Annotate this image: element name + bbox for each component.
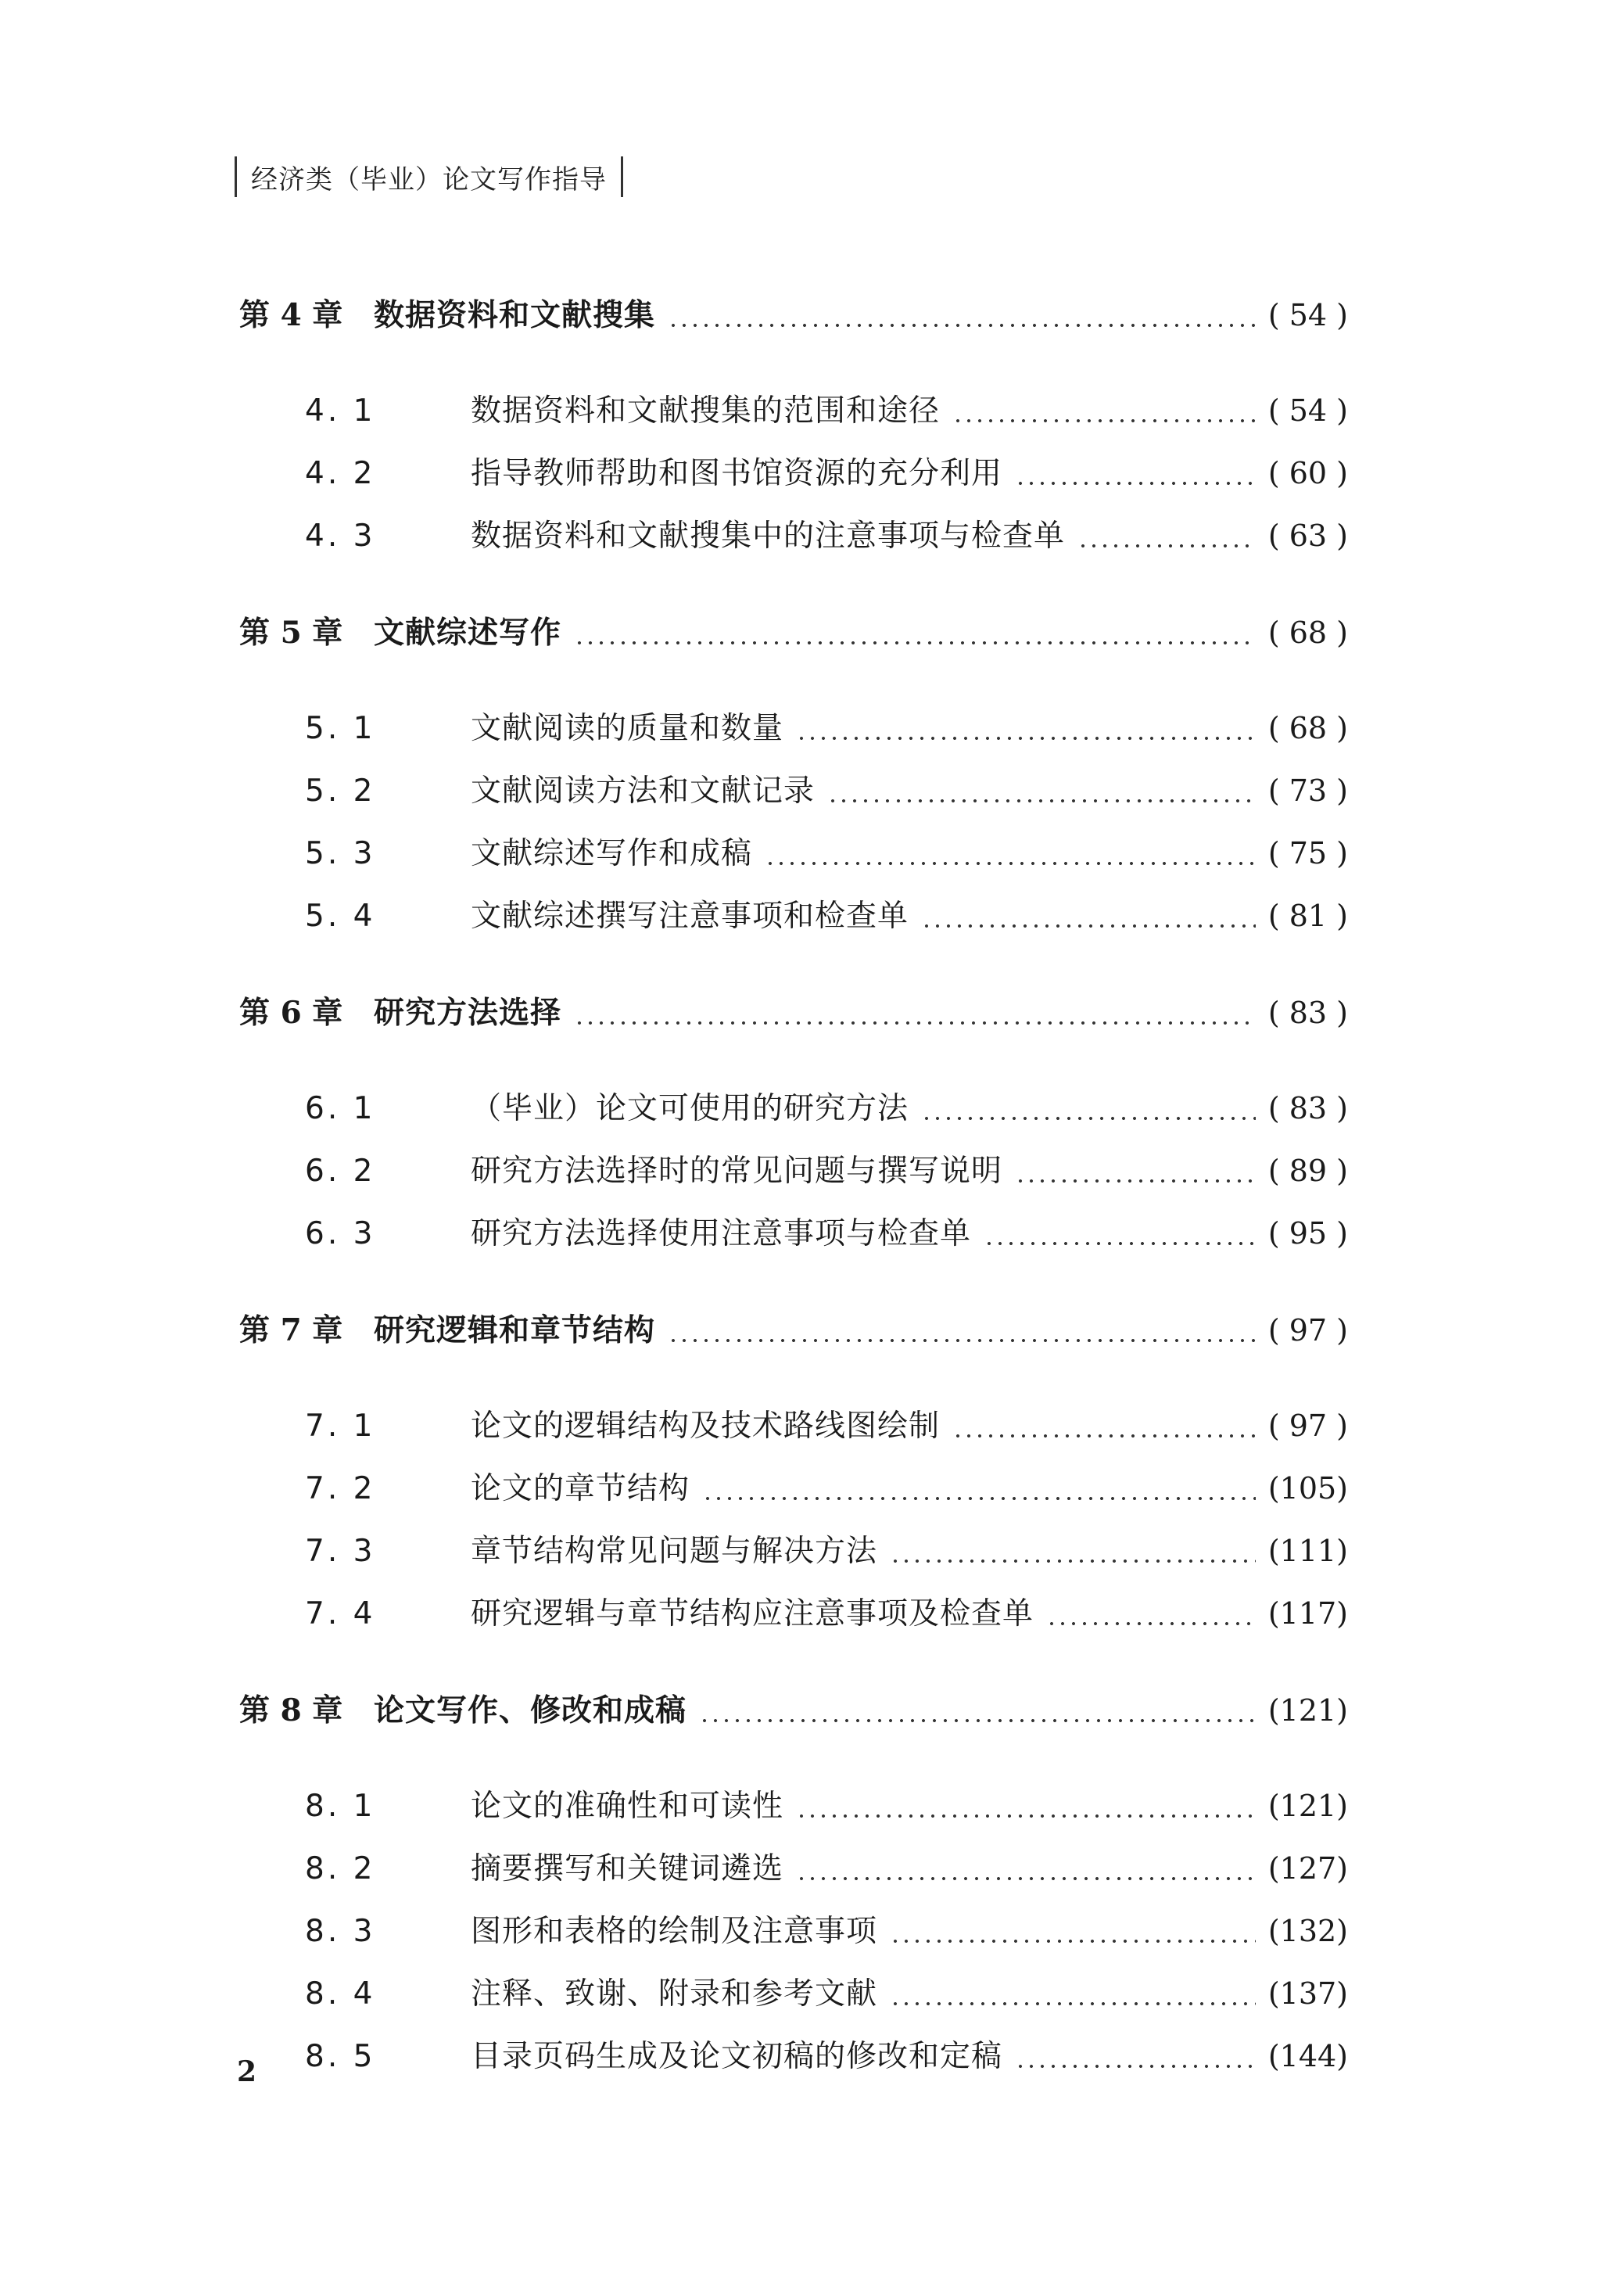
- section-title: 论文的逻辑结构及技术路线图绘制: [471, 1409, 941, 1444]
- toc-section-row: [239, 1844, 1348, 1907]
- page-reference: (132): [1267, 1914, 1348, 1948]
- page-number: 2: [237, 2055, 257, 2088]
- dot-leader: [699, 1717, 1256, 1724]
- section-number: 6. 3: [305, 1216, 376, 1251]
- toc-section-row: [239, 1402, 1348, 1464]
- dot-leader: [890, 1938, 1256, 1944]
- page-reference: ( 89 ): [1267, 1154, 1348, 1188]
- section-title: 论文的章节结构: [471, 1471, 690, 1506]
- dot-leader: [1015, 480, 1256, 486]
- dot-leader: [890, 1558, 1256, 1564]
- section-title: 指导教师帮助和图书馆资源的充分利用: [471, 456, 1003, 491]
- page-reference: (137): [1267, 1976, 1348, 2011]
- chapter-number: 第 4 章: [239, 297, 343, 333]
- section-title: 研究方法选择时的常见问题与撰写说明: [471, 1154, 1003, 1189]
- dot-leader: [952, 418, 1256, 424]
- dot-leader: [1015, 1178, 1256, 1184]
- chapter-title: 研究逻辑和章节结构: [374, 1313, 656, 1348]
- toc-section-row: [239, 2032, 1348, 2094]
- section-number: 8. 4: [305, 1976, 376, 2012]
- toc-section-row: [239, 1782, 1348, 1844]
- section-number: 5. 3: [305, 836, 376, 871]
- section-title: 数据资料和文献搜集的范围和途径: [471, 393, 941, 429]
- section-number: 5. 4: [305, 899, 376, 934]
- section-title: 注释、致谢、附录和参考文献: [471, 1976, 878, 2012]
- chapter-number: 第 8 章: [239, 1692, 343, 1728]
- toc-section-row: [239, 386, 1348, 449]
- section-title: 图形和表格的绘制及注意事项: [471, 1914, 878, 1949]
- page-reference: (105): [1267, 1471, 1348, 1506]
- chapter-title: 研究方法选择: [374, 996, 562, 1031]
- toc-section-row: [239, 1147, 1348, 1209]
- dot-leader: [796, 1813, 1256, 1819]
- section-number: 4. 1: [305, 393, 376, 429]
- dot-leader: [668, 322, 1256, 328]
- section-number: 7. 4: [305, 1596, 376, 1631]
- toc-section-row: [239, 1527, 1348, 1589]
- dot-leader: [827, 798, 1256, 804]
- chapter-number: 第 7 章: [239, 1312, 343, 1348]
- dot-leader: [574, 1020, 1256, 1026]
- section-title: 摘要撰写和关键词遴选: [471, 1851, 784, 1886]
- page-reference: ( 83 ): [1267, 1091, 1348, 1125]
- page-reference: ( 63 ): [1267, 519, 1348, 553]
- page-reference: ( 54 ): [1267, 393, 1348, 428]
- section-number: 7. 3: [305, 1534, 376, 1569]
- section-number: 4. 3: [305, 519, 376, 554]
- section-title: 论文的准确性和可读性: [471, 1789, 784, 1824]
- toc-section-row: [239, 1589, 1348, 1652]
- section-number: 7. 2: [305, 1471, 376, 1506]
- page-reference: ( 73 ): [1267, 773, 1348, 808]
- toc-chapter-row: [239, 291, 1348, 354]
- page-reference: ( 83 ): [1267, 996, 1348, 1030]
- chapter-title: 数据资料和文献搜集: [374, 298, 656, 333]
- page-reference: ( 97 ): [1267, 1313, 1348, 1348]
- toc-chapter-row: [239, 608, 1348, 671]
- toc-section-row: [239, 1969, 1348, 2032]
- page-reference: ( 81 ): [1267, 899, 1348, 933]
- chapter-number: 第 6 章: [239, 995, 343, 1031]
- dot-leader: [1046, 1621, 1256, 1627]
- toc-section-row: [239, 704, 1348, 766]
- page-reference: (111): [1267, 1534, 1348, 1568]
- section-number: 8. 3: [305, 1914, 376, 1949]
- page-reference: ( 60 ): [1267, 456, 1348, 490]
- table-of-contents: [239, 291, 1348, 2094]
- dot-leader: [1077, 543, 1256, 549]
- toc-chapter-row: [239, 1306, 1348, 1369]
- section-number: 8. 1: [305, 1789, 376, 1824]
- toc-section-row: [239, 1084, 1348, 1147]
- dot-leader: [796, 735, 1256, 741]
- section-title: 目录页码生成及论文初稿的修改和定稿: [471, 2039, 1003, 2074]
- section-title: 文献综述撰写注意事项和检查单: [471, 899, 909, 934]
- page-reference: (144): [1267, 2039, 1348, 2073]
- chapter-title: 论文写作、修改和成稿: [374, 1693, 687, 1728]
- dot-leader: [890, 2001, 1256, 2007]
- page-reference: ( 97 ): [1267, 1409, 1348, 1443]
- toc-section-row: [239, 1464, 1348, 1527]
- page-reference: ( 95 ): [1267, 1216, 1348, 1251]
- dot-leader: [984, 1240, 1256, 1247]
- toc-section-row: [239, 892, 1348, 954]
- section-number: 6. 1: [305, 1091, 376, 1126]
- running-title: 经济类（毕业）论文写作指导: [251, 163, 607, 196]
- dot-leader: [952, 1433, 1256, 1439]
- toc-section-row: [239, 449, 1348, 511]
- toc-section-row: [239, 766, 1348, 829]
- section-number: 5. 2: [305, 773, 376, 809]
- page-reference: ( 68 ): [1267, 616, 1348, 650]
- dot-leader: [921, 923, 1256, 929]
- section-number: 8. 5: [305, 2039, 376, 2074]
- section-number: 5. 1: [305, 711, 376, 746]
- running-header: [235, 156, 623, 197]
- page-reference: (117): [1267, 1596, 1348, 1631]
- toc-chapter-row: [239, 989, 1348, 1051]
- section-title: 研究逻辑与章节结构应注意事项及检查单: [471, 1596, 1034, 1631]
- dot-leader: [668, 1337, 1256, 1344]
- chapter-title: 文献综述写作: [374, 616, 562, 651]
- section-title: 文献阅读的质量和数量: [471, 711, 784, 746]
- page-reference: (121): [1267, 1693, 1348, 1728]
- section-title: 数据资料和文献搜集中的注意事项与检查单: [471, 519, 1066, 554]
- toc-section-row: [239, 511, 1348, 574]
- section-number: 6. 2: [305, 1154, 376, 1189]
- section-title: 章节结构常见问题与解决方法: [471, 1534, 878, 1569]
- section-title: （毕业）论文可使用的研究方法: [471, 1091, 909, 1126]
- section-number: 4. 2: [305, 456, 376, 491]
- toc-section-row: [239, 1209, 1348, 1272]
- section-title: 文献综述写作和成稿: [471, 836, 753, 871]
- page-reference: ( 68 ): [1267, 711, 1348, 745]
- section-number: 8. 2: [305, 1851, 376, 1886]
- dot-leader: [796, 1875, 1256, 1882]
- dot-leader: [921, 1115, 1256, 1122]
- section-title: 文献阅读方法和文献记录: [471, 773, 816, 809]
- dot-leader: [702, 1495, 1256, 1502]
- section-title: 研究方法选择使用注意事项与检查单: [471, 1216, 972, 1251]
- dot-leader: [765, 860, 1256, 867]
- page-reference: ( 54 ): [1267, 298, 1348, 332]
- section-number: 7. 1: [305, 1409, 376, 1444]
- dot-leader: [1015, 2063, 1256, 2069]
- toc-chapter-row: [239, 1686, 1348, 1749]
- dot-leader: [574, 640, 1256, 646]
- chapter-number: 第 5 章: [239, 615, 343, 651]
- page-reference: ( 75 ): [1267, 836, 1348, 870]
- page-reference: (121): [1267, 1789, 1348, 1823]
- toc-section-row: [239, 829, 1348, 892]
- page-reference: (127): [1267, 1851, 1348, 1886]
- toc-section-row: [239, 1907, 1348, 1969]
